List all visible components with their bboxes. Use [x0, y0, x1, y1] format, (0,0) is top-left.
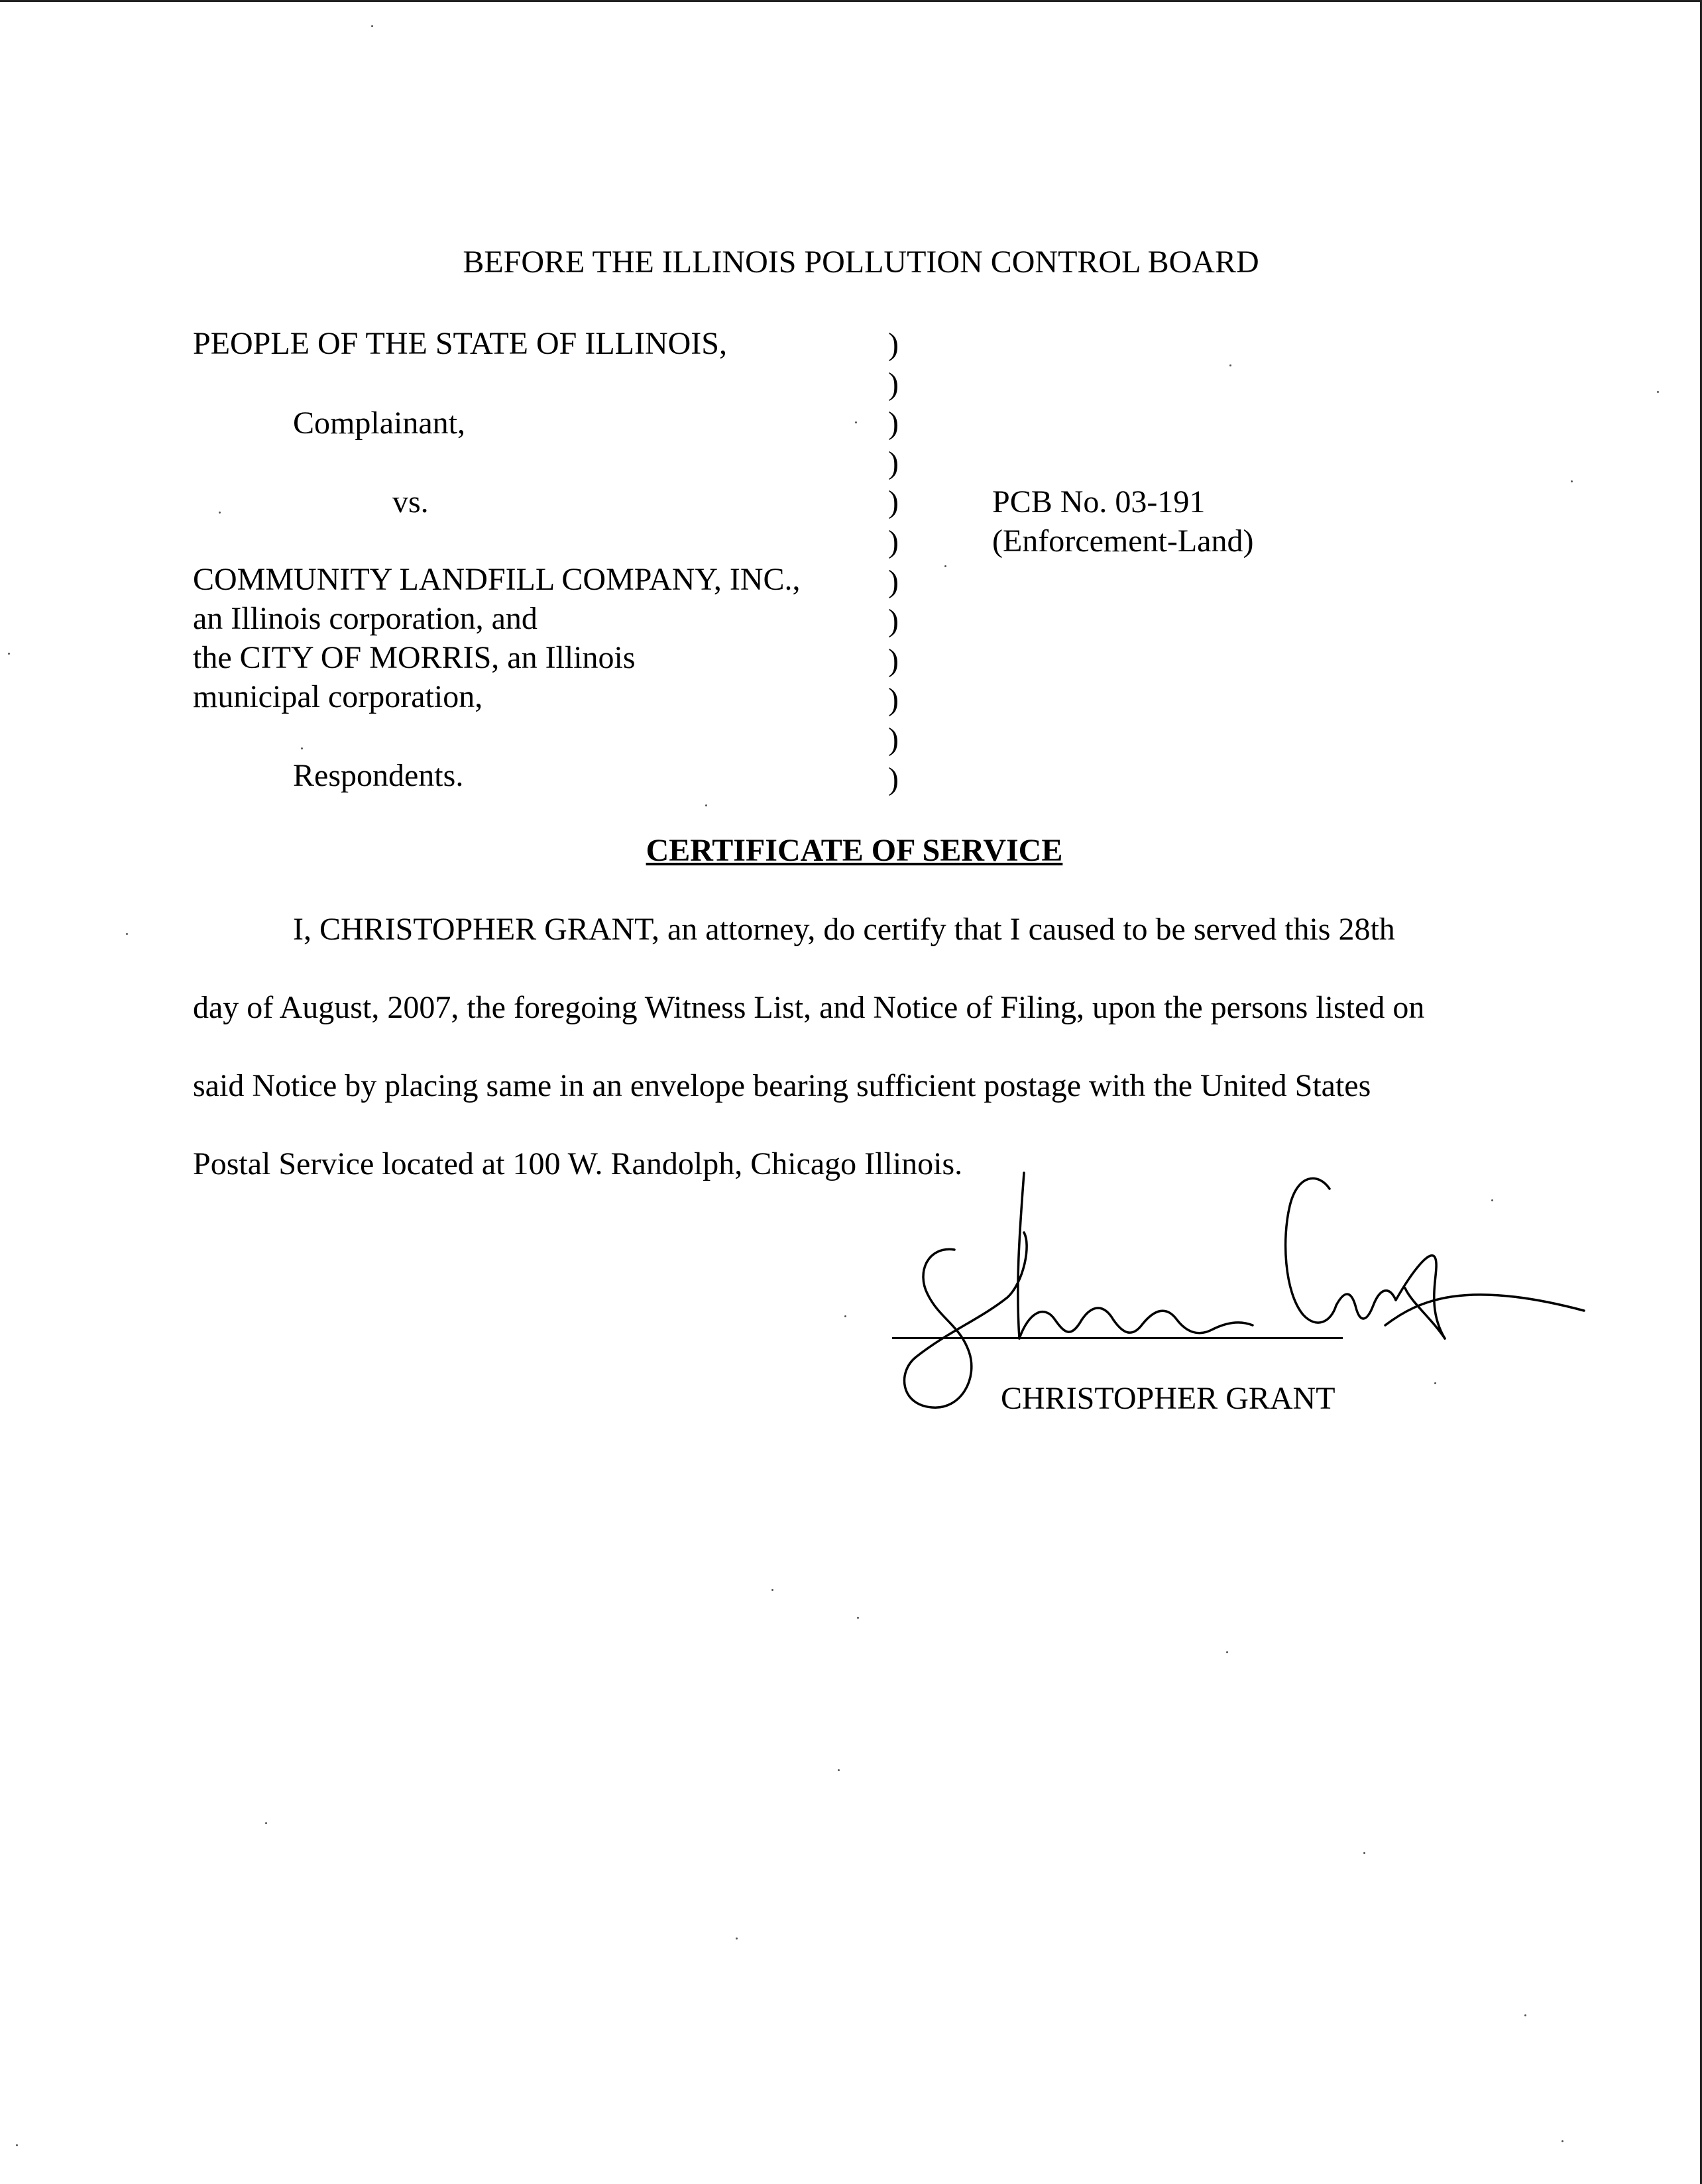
caption-paren: ) — [888, 366, 899, 402]
scan-speck — [844, 1315, 846, 1317]
caption-paren: ) — [888, 721, 899, 757]
scan-speck — [838, 1769, 840, 1771]
body-line: said Notice by placing same in an envelope bearing sufficient postage with the United States — [193, 1068, 1371, 1103]
caption-paren: ) — [888, 523, 899, 559]
signer-name: CHRISTOPHER GRANT — [1001, 1381, 1335, 1416]
scan-speck — [1524, 2014, 1526, 2016]
body-line: Postal Service located at 100 W. Randolph, Chicago Illinois. — [193, 1146, 963, 1181]
caption-paren: ) — [888, 642, 899, 678]
scan-speck — [1571, 480, 1573, 482]
case-type: (Enforcement-Land) — [992, 523, 1254, 559]
scan-speck — [705, 804, 707, 806]
scan-speck — [265, 1822, 267, 1824]
scan-speck — [301, 747, 303, 749]
caption-parentheses — [888, 325, 899, 798]
respondent-role: Respondents. — [293, 758, 464, 793]
respondent-line: municipal corporation, — [193, 679, 483, 714]
caption-paren: ) — [888, 603, 899, 639]
scan-speck — [16, 2144, 18, 2146]
scan-speck — [219, 512, 221, 514]
scan-speck — [1434, 1382, 1436, 1384]
versus-label: vs. — [392, 484, 429, 519]
scan-speck — [1363, 1852, 1365, 1854]
scan-speck — [126, 933, 128, 935]
respondent-line: the CITY OF MORRIS, an Illinois — [193, 640, 636, 675]
body-line: I, CHRISTOPHER GRANT, an attorney, do certify that I caused to be served this 28th — [293, 912, 1395, 947]
scan-edge-top — [0, 0, 1702, 2]
caption-paren: ) — [888, 761, 899, 796]
certificate-heading: CERTIFICATE OF SERVICE — [646, 833, 1063, 868]
body-line: day of August, 2007, the foregoing Witness List, and Notice of Filing, upon the persons listed on — [193, 990, 1425, 1025]
respondent-line: COMMUNITY LANDFILL COMPANY, INC., — [193, 562, 801, 597]
case-number: PCB No. 03-191 — [992, 484, 1206, 519]
complainant-role: Complainant, — [293, 406, 465, 441]
caption-paren: ) — [888, 327, 899, 362]
scan-speck — [1657, 391, 1659, 393]
scan-speck — [1491, 1199, 1493, 1201]
caption-paren: ) — [888, 406, 899, 441]
scan-speck — [771, 1589, 773, 1591]
caption-paren: ) — [888, 563, 899, 599]
scan-speck — [1226, 1651, 1228, 1653]
caption-paren: ) — [888, 682, 899, 718]
caption-paren: ) — [888, 484, 899, 520]
respondent-line: an Illinois corporation, and — [193, 601, 538, 636]
scan-speck — [1229, 364, 1231, 366]
scan-speck — [736, 1938, 738, 1939]
board-title: BEFORE THE ILLINOIS POLLUTION CONTROL BOARD — [463, 245, 1259, 280]
scan-speck — [1561, 2140, 1563, 2142]
scan-speck — [8, 653, 10, 655]
caption-paren: ) — [888, 445, 899, 480]
scan-speck — [944, 565, 946, 567]
complainant-name: PEOPLE OF THE STATE OF ILLINOIS, — [193, 326, 727, 361]
scan-speck — [857, 1617, 859, 1619]
scan-speck — [371, 25, 373, 27]
scan-speck — [855, 421, 857, 423]
